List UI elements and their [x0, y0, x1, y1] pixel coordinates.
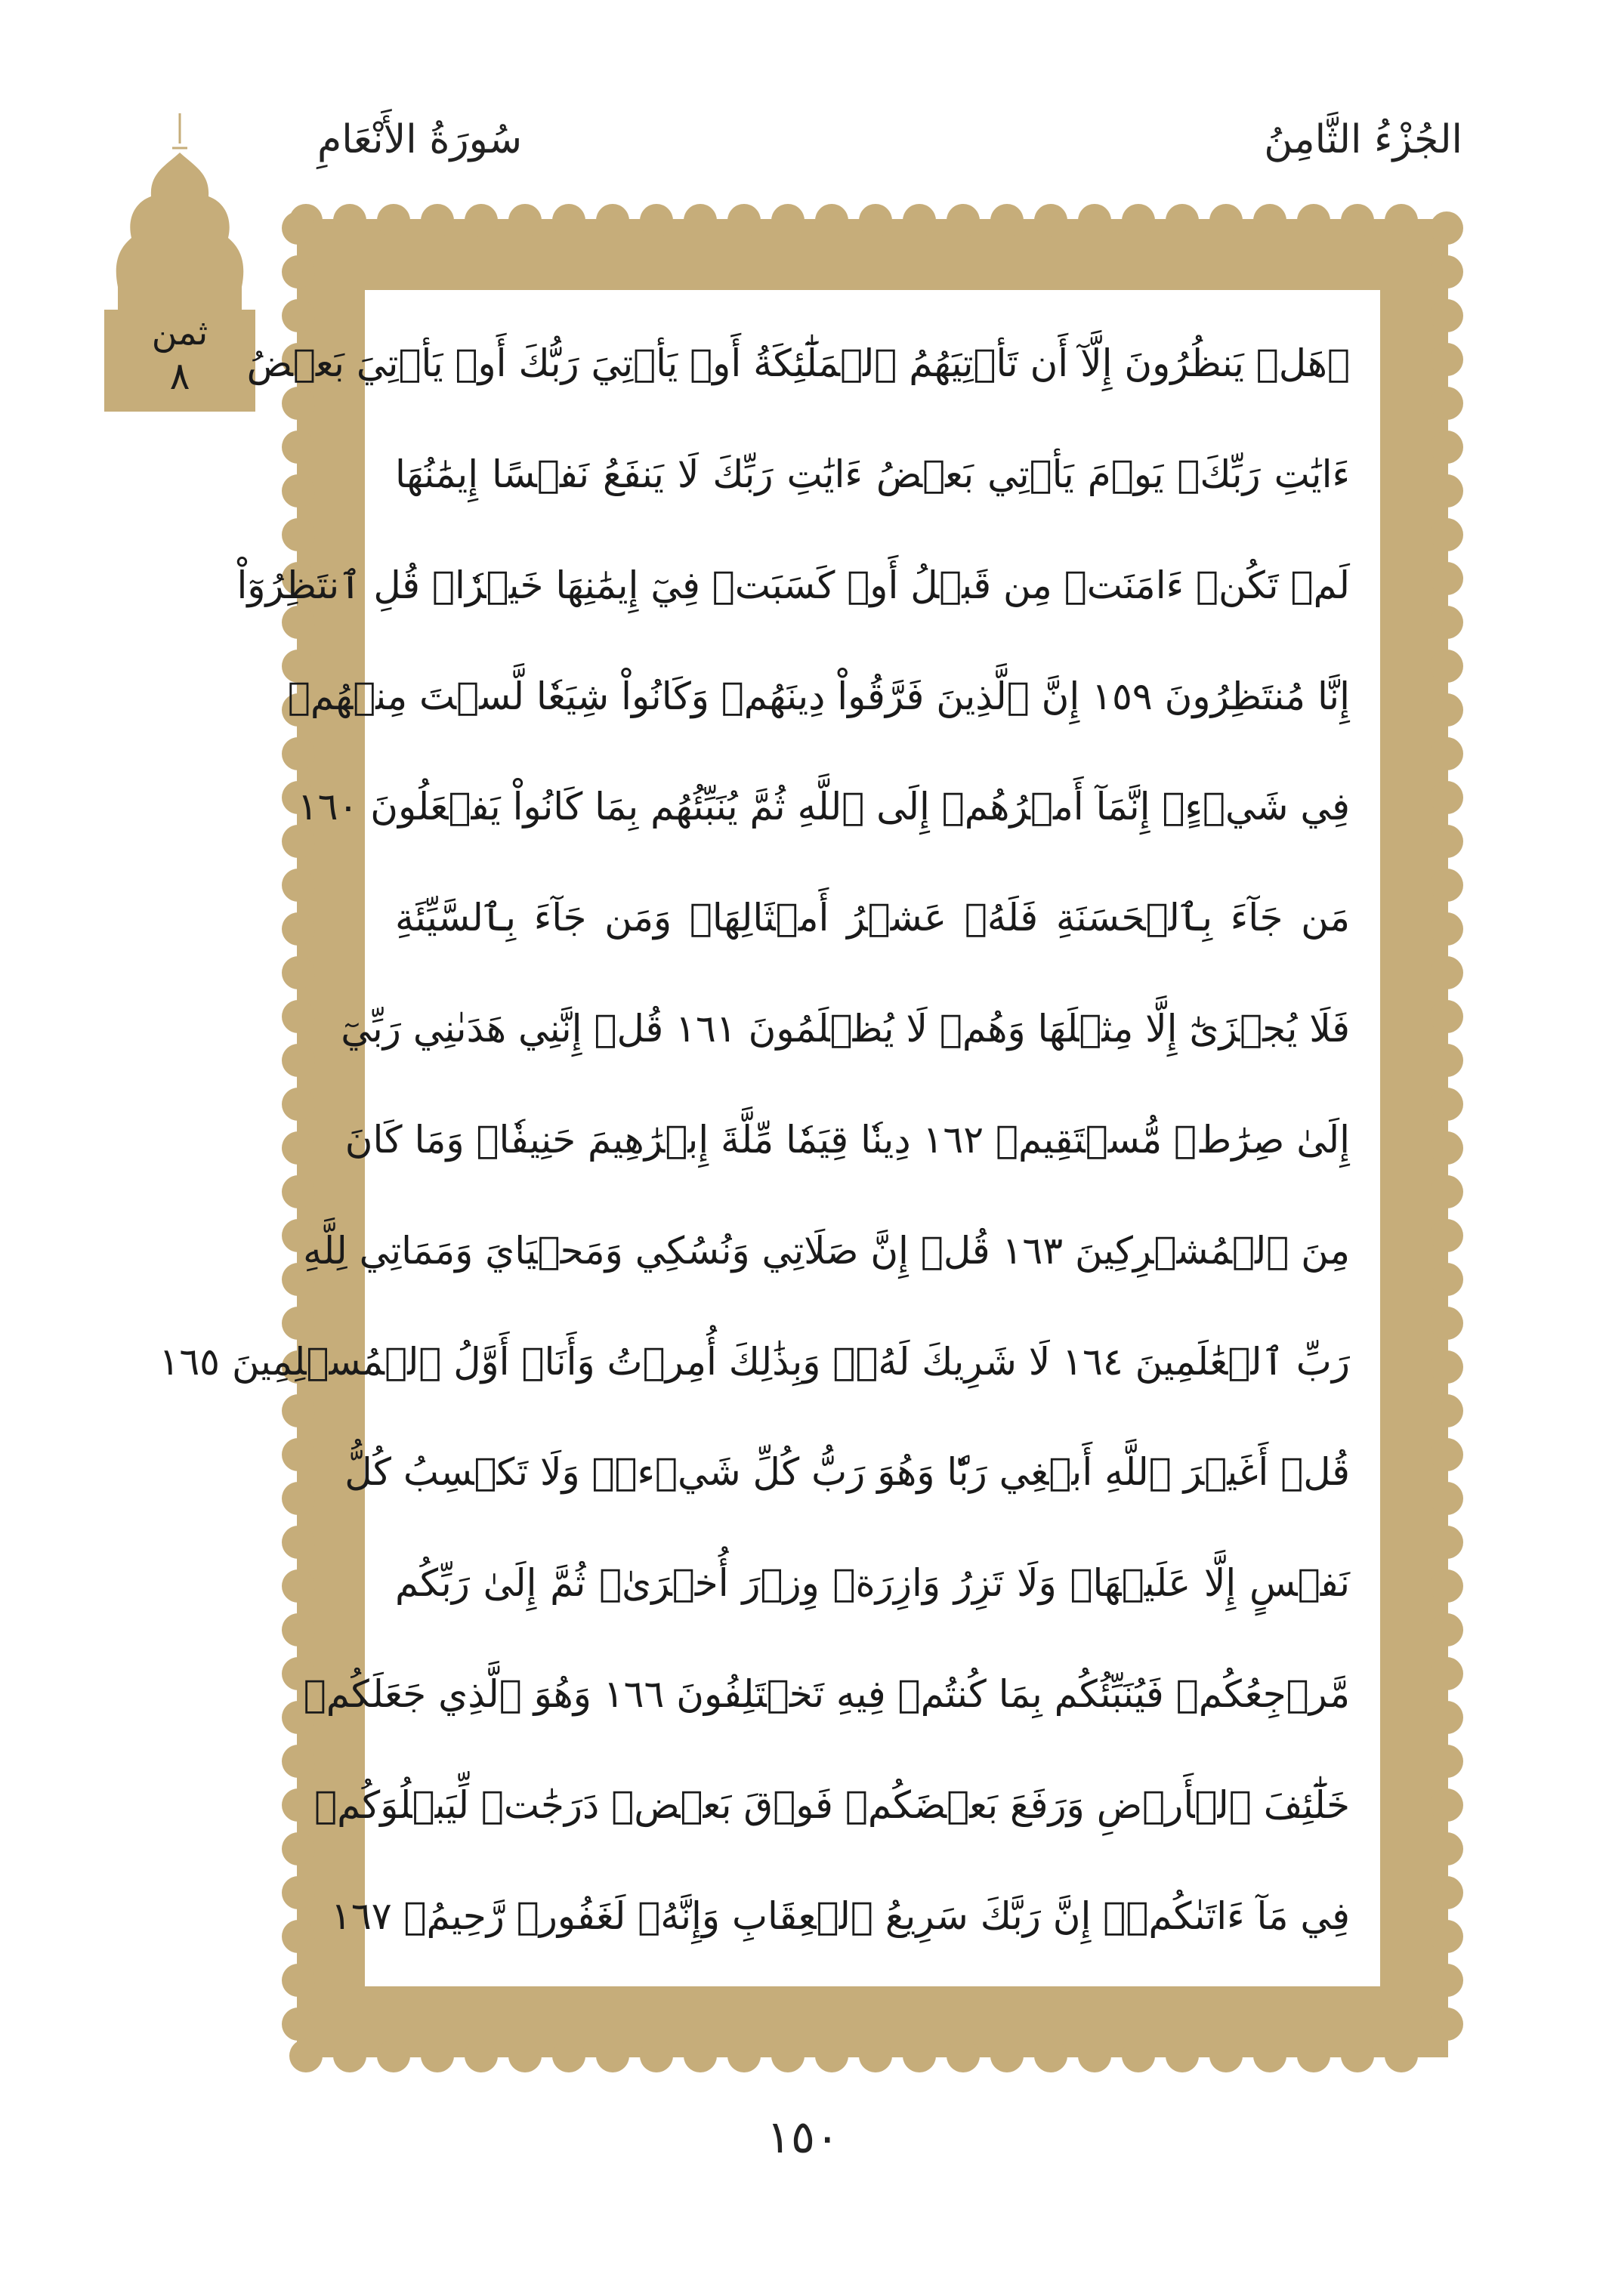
verse-line-2: ءَايَٰتِ رَبِّكَۗ يَوۡمَ يَأۡتِي بَعۡضُ ءَايَٰتِ رَبِّكَ لَا يَنفَعُ نَفۡسًا إِيمَٰنُهَا — [395, 452, 1350, 496]
verse-line-11: قُلۡ أَغَيۡرَ ٱللَّهِ أَبۡغِي رَبّٗا وَهُوَ رَبُّ كُلِّ شَيۡءٖۚ وَلَا تَكۡسِبُ كُلُّ — [344, 1450, 1350, 1495]
verse-line-5: فِي شَيۡءٍۚ إِنَّمَآ أَمۡرُهُمۡ إِلَى ٱللَّهِ ثُمَّ يُنَبِّئُهُم بِمَا كَانُواْ يَفۡعَلُونَ ١٦٠ — [297, 785, 1350, 829]
verse-line-10: رَبِّ ٱلۡعَٰلَمِينَ ١٦٤ لَا شَرِيكَ لَهُۥۖ وَبِذَٰلِكَ أُمِرۡتُ وَأَنَا۠ أَوَّلُ ٱلۡمُسۡلِمِينَ ١٦٥ — [159, 1339, 1350, 1384]
hizb-number: ٨ — [169, 354, 190, 398]
juz-title: الجُزْءُ الثَّامِنُ — [1264, 117, 1462, 162]
verse-line-7: فَلَا يُجۡزَىٰٓ إِلَّا مِثۡلَهَا وَهُمۡ لَا يُظۡلَمُونَ ١٦١ قُلۡ إِنَّنِي هَدَىٰنِي رَبِّيٓ — [341, 1007, 1350, 1051]
verse-line-6: مَن جَآءَ بِٱلۡحَسَنَةِ فَلَهُۥ عَشۡرُ أَمۡثَالِهَاۖ وَمَن جَآءَ بِٱلسَّيِّئَةِ — [395, 896, 1350, 940]
hizb-label: ثمن — [151, 312, 208, 353]
verse-line-8: إِلَىٰ صِرَٰطٖ مُّسۡتَقِيمٖ ١٦٢ دِينٗا قِيَمٗا مِّلَّةَ إِبۡرَٰهِيمَ حَنِيفٗاۚ وَمَا كَانَ — [344, 1117, 1350, 1162]
verse-line-13: مَّرۡجِعُكُمۡ فَيُنَبِّئُكُم بِمَا كُنتُمۡ فِيهِ تَخۡتَلِفُونَ ١٦٦ وَهُوَ ٱلَّذِي جَعَلَكُمۡ — [303, 1672, 1350, 1717]
page-number: ١٥٠ — [766, 2111, 840, 2164]
hizb-marker — [104, 113, 255, 430]
verse-line-1: ۞هَلۡ يَنظُرُونَ إِلَّآ أَن تَأۡتِيَهُمُ ٱلۡمَلَٰٓئِكَةُ أَوۡ يَأۡتِيَ رَبُّكَ أَوۡ يَأۡتِيَ بَعۡضُ — [246, 341, 1350, 385]
surah-title: سُورَةُ الأَنْعَامِ — [317, 117, 523, 162]
verse-line-12: نَفۡسٍ إِلَّا عَلَيۡهَاۚ وَلَا تَزِرُ وَازِرَةٞ وِزۡرَ أُخۡرَىٰۚ ثُمَّ إِلَىٰ رَبِّكُم — [395, 1561, 1350, 1606]
verse-line-9: مِنَ ٱلۡمُشۡرِكِينَ ١٦٣ قُلۡ إِنَّ صَلَاتِي وَنُسُكِي وَمَحۡيَايَ وَمَمَاتِي لِلَّهِ — [303, 1228, 1350, 1273]
verse-line-15: فِي مَآ ءَاتَىٰكُمۡۗ إِنَّ رَبَّكَ سَرِيعُ ٱلۡعِقَابِ وَإِنَّهُۥ لَغَفُورٞ رَّحِيمُۢ ١٦٧ — [330, 1893, 1350, 1938]
verse-line-14: خَلَٰٓئِفَ ٱلۡأَرۡضِ وَرَفَعَ بَعۡضَكُمۡ فَوۡقَ بَعۡضٖ دَرَجَٰتٖ لِّيَبۡلُوَكُمۡ — [314, 1782, 1350, 1827]
verse-line-3: لَمۡ تَكُنۡ ءَامَنَتۡ مِن قَبۡلُ أَوۡ كَسَبَتۡ فِيٓ إِيمَٰنِهَا خَيۡرٗاۗ قُلِ ٱنتَظِرُوٓاْ — [236, 563, 1350, 607]
verse-line-4: إِنَّا مُنتَظِرُونَ ١٥٩ إِنَّ ٱلَّذِينَ فَرَّقُواْ دِينَهُمۡ وَكَانُواْ شِيَعٗا لَّسۡتَ مِنۡهُمۡ — [287, 674, 1350, 718]
